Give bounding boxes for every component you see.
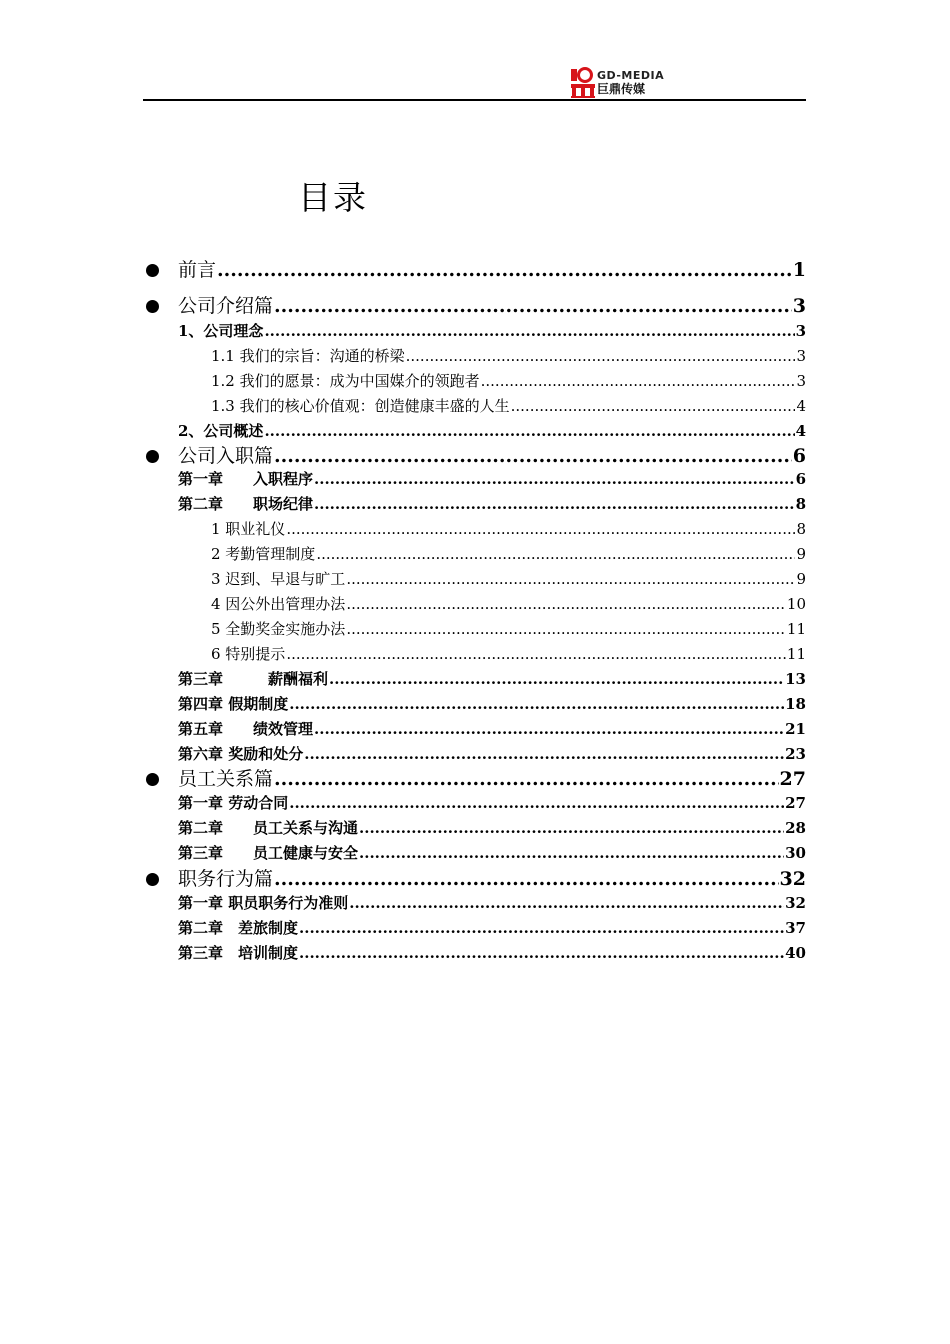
toc-entry-label: 1 职业礼仪 xyxy=(211,520,286,538)
toc-entry[interactable] xyxy=(178,718,806,740)
logo-english-text: GD-MEDIA xyxy=(597,69,665,82)
toc-entry-label: 2、公司概述 xyxy=(178,422,264,440)
toc-dot-leader xyxy=(346,568,795,590)
toc-entry[interactable] xyxy=(178,892,806,914)
toc-entry-label: 第三章 培训制度 xyxy=(178,944,299,962)
toc-page-number: 27 xyxy=(785,794,806,812)
toc-entry[interactable] xyxy=(178,693,806,715)
toc-entry[interactable] xyxy=(211,345,806,367)
toc-entry[interactable] xyxy=(178,420,806,442)
toc-entry-label: 1.3 我们的核心价值观：创造健康丰盛的人生 xyxy=(211,397,510,415)
toc-page-number: 23 xyxy=(785,745,806,763)
toc-page-number: 4 xyxy=(795,422,806,440)
toc-entry[interactable] xyxy=(211,643,806,665)
toc-dot-leader xyxy=(299,942,784,964)
toc-entry[interactable] xyxy=(178,942,806,964)
toc-dot-leader xyxy=(314,493,795,515)
toc-entry-label: 第二章 员工关系与沟通 xyxy=(178,819,359,837)
toc-entry[interactable] xyxy=(178,468,806,490)
page-title: 目录 xyxy=(298,178,368,217)
toc-page-number: 3 xyxy=(795,322,806,340)
toc-dot-leader xyxy=(481,370,796,392)
toc-entry-label: 1、公司理念 xyxy=(178,322,264,340)
toc-entry-label: 第三章 员工健康与安全 xyxy=(178,844,359,862)
toc-entry[interactable] xyxy=(178,817,806,839)
toc-entry-label: 前言 xyxy=(178,259,217,281)
bullet-icon xyxy=(146,873,159,886)
toc-dot-leader xyxy=(286,643,786,665)
toc-page-number: 28 xyxy=(785,819,806,837)
toc-entry-label: 第六章 奖励和处分 xyxy=(178,745,304,763)
toc-dot-leader xyxy=(264,420,794,442)
toc-entry-label: 第二章 差旅制度 xyxy=(178,919,299,937)
toc-dot-leader xyxy=(314,718,784,740)
toc-entry-label: 第一章 职员职务行为准则 xyxy=(178,894,349,912)
toc-entry-label: 员工关系篇 xyxy=(178,768,274,790)
toc-entry[interactable] xyxy=(211,618,806,640)
toc-entry-label: 2 考勤管理制度 xyxy=(211,545,316,563)
toc-dot-leader xyxy=(511,395,796,417)
toc-page-number: 9 xyxy=(796,545,806,563)
toc-page-number: 30 xyxy=(785,844,806,862)
toc-page-number: 13 xyxy=(785,670,806,688)
toc-page-number: 27 xyxy=(779,768,806,790)
toc-page-number: 4 xyxy=(796,397,806,415)
toc-entry-label: 第一章 入职程序 xyxy=(178,470,314,488)
toc-page-number: 6 xyxy=(795,470,806,488)
toc-dot-leader xyxy=(299,917,784,939)
toc-dot-leader xyxy=(406,345,796,367)
toc-dot-leader xyxy=(359,817,784,839)
toc-dot-leader xyxy=(314,468,795,490)
toc-entry-label: 第四章 假期制度 xyxy=(178,695,289,713)
toc-entry-label: 第二章 职场纪律 xyxy=(178,495,314,513)
toc-dot-leader xyxy=(289,792,784,814)
toc-entry-label: 3 迟到、早退与旷工 xyxy=(211,570,346,588)
toc-entry-label: 第一章 劳动合同 xyxy=(178,794,289,812)
logo-chinese-text: 巨鼎传媒 xyxy=(597,82,646,96)
toc-entry[interactable] xyxy=(178,293,806,319)
toc-page-number: 9 xyxy=(796,570,806,588)
toc-dot-leader xyxy=(264,320,794,342)
toc-entry[interactable] xyxy=(178,320,806,342)
toc-page-number: 8 xyxy=(796,520,806,538)
toc-entry[interactable] xyxy=(211,370,806,392)
toc-entry[interactable] xyxy=(178,743,806,765)
toc-entry[interactable] xyxy=(211,568,806,590)
toc-dot-leader xyxy=(286,518,795,540)
toc-dot-leader xyxy=(274,293,792,319)
bullet-icon xyxy=(146,264,159,277)
toc-entry-label: 第三章 薪酬福利 xyxy=(178,670,329,688)
toc-entry[interactable] xyxy=(211,543,806,565)
bullet-icon xyxy=(146,773,159,786)
toc-dot-leader xyxy=(304,743,784,765)
toc-entry-label: 1.1 我们的宗旨：沟通的桥梁 xyxy=(211,347,405,365)
toc-page-number: 6 xyxy=(792,445,806,467)
toc-entry-label: 公司介绍篇 xyxy=(178,295,274,317)
toc-dot-leader xyxy=(346,618,786,640)
toc-page-number: 3 xyxy=(796,347,806,365)
toc-dot-leader xyxy=(346,593,786,615)
toc-entry[interactable] xyxy=(178,443,806,469)
toc-dot-leader xyxy=(217,257,792,283)
toc-page-number: 37 xyxy=(785,919,806,937)
toc-page-number: 21 xyxy=(785,720,806,738)
toc-entry-label: 4 因公外出管理办法 xyxy=(211,595,346,613)
toc-entry[interactable] xyxy=(178,493,806,515)
toc-entry[interactable] xyxy=(178,257,806,283)
toc-entry[interactable] xyxy=(178,842,806,864)
toc-page-number: 32 xyxy=(785,894,806,912)
toc-entry-label: 5 全勤奖金实施办法 xyxy=(211,620,346,638)
toc-page-number: 11 xyxy=(786,645,806,663)
toc-entry[interactable] xyxy=(211,593,806,615)
toc-page-number: 3 xyxy=(792,295,806,317)
header-rule xyxy=(143,99,806,101)
toc-entry-label: 1.2 我们的愿景：成为中国媒介的领跑者 xyxy=(211,372,480,390)
toc-entry-label: 职务行为篇 xyxy=(178,868,274,890)
toc-page-number: 32 xyxy=(779,868,806,890)
toc-dot-leader xyxy=(359,842,784,864)
toc-entry[interactable] xyxy=(211,395,806,417)
toc-page-number: 1 xyxy=(792,259,806,281)
bullet-icon xyxy=(146,300,159,313)
toc-entry[interactable] xyxy=(211,518,806,540)
toc-dot-leader xyxy=(349,892,784,914)
toc-dot-leader xyxy=(316,543,795,565)
toc-page-number: 10 xyxy=(786,595,806,613)
toc-page-number: 40 xyxy=(785,944,806,962)
toc-page-number: 3 xyxy=(796,372,806,390)
company-logo xyxy=(570,67,670,99)
toc-dot-leader xyxy=(274,443,792,469)
toc-entry-label: 第五章 绩效管理 xyxy=(178,720,314,738)
toc-entry-label: 公司入职篇 xyxy=(178,445,274,467)
toc-entry[interactable] xyxy=(178,917,806,939)
toc-entry[interactable] xyxy=(178,766,806,792)
toc-entry[interactable] xyxy=(178,792,806,814)
toc-entry-label: 6 特别提示 xyxy=(211,645,286,663)
toc-dot-leader xyxy=(274,766,779,792)
toc-page-number: 8 xyxy=(795,495,806,513)
bullet-icon xyxy=(146,450,159,463)
toc-dot-leader xyxy=(274,866,779,892)
toc-entry[interactable] xyxy=(178,866,806,892)
gd-media-logo-icon xyxy=(570,67,596,99)
toc-dot-leader xyxy=(329,668,784,690)
toc-dot-leader xyxy=(289,693,784,715)
toc-entry[interactable] xyxy=(178,668,806,690)
toc-page-number: 11 xyxy=(786,620,806,638)
toc-page-number: 18 xyxy=(785,695,806,713)
